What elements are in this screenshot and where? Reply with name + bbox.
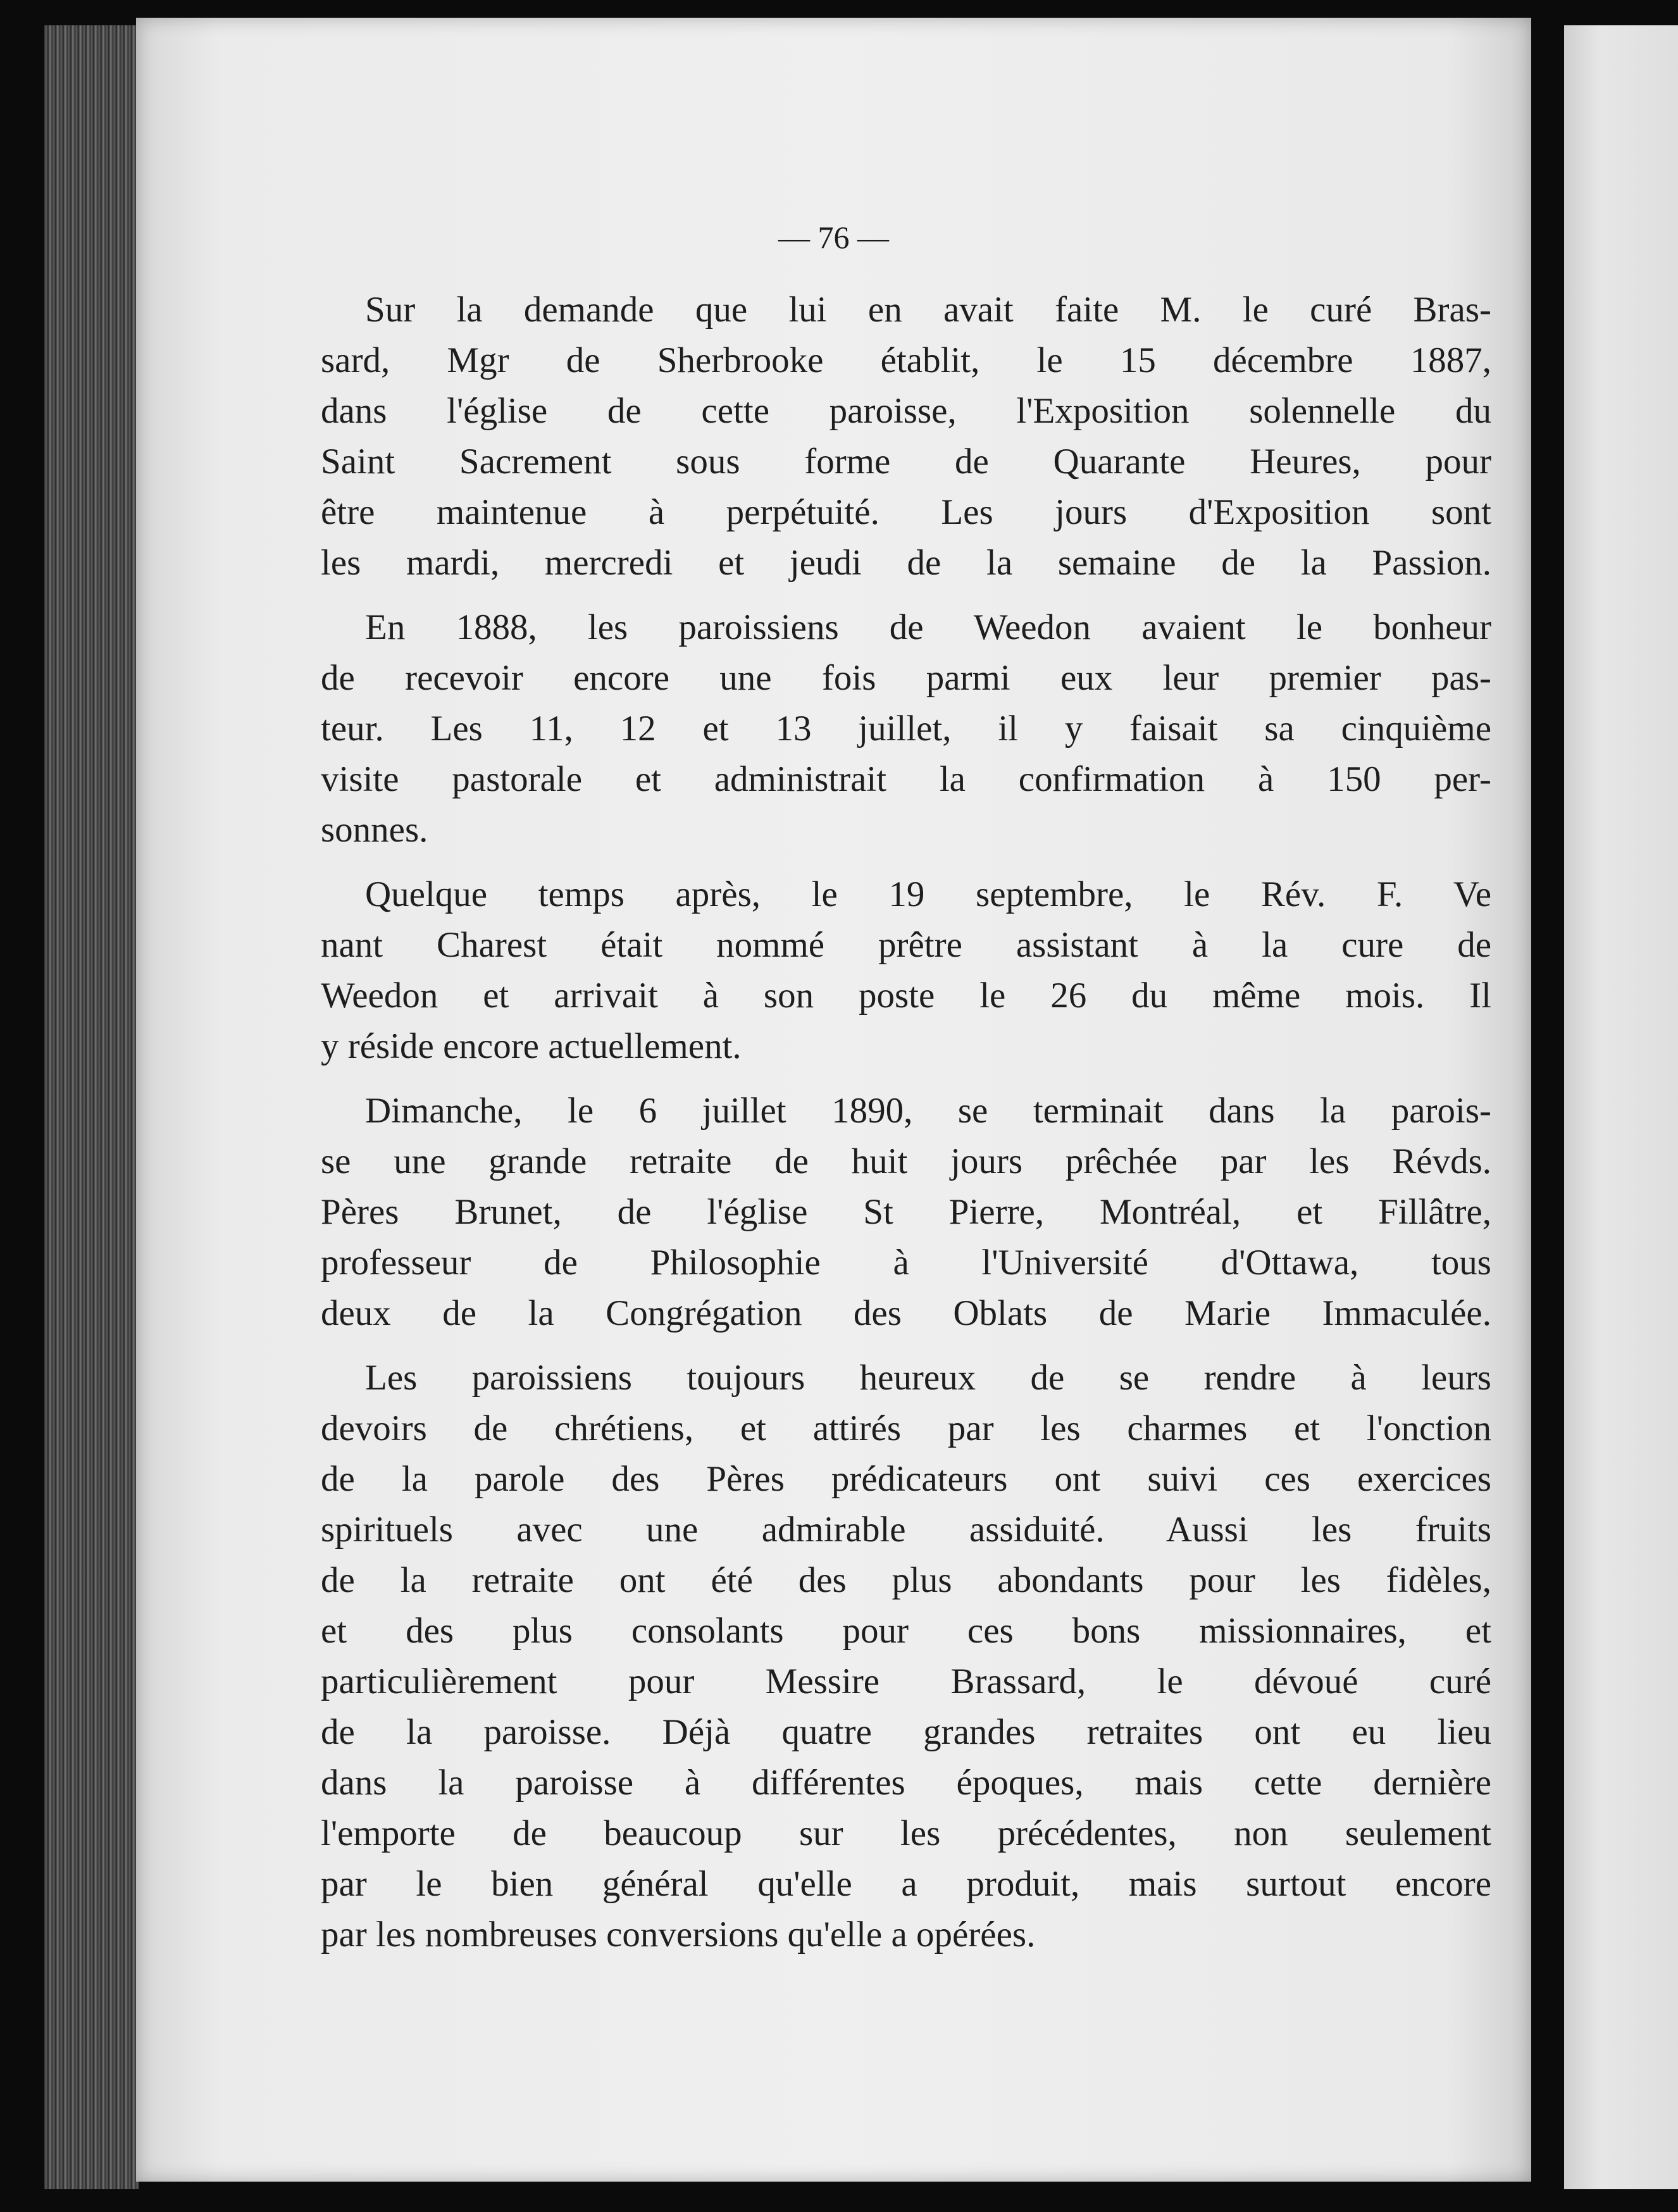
paragraph [321, 1086, 1491, 1339]
text-line: et des plus consolants pour ces bons missionnaires, et [321, 1611, 1491, 1651]
paragraph [321, 285, 1491, 588]
text-line: professeur de Philosophie à l'Université d'Ottawa, tous [321, 1243, 1491, 1283]
text-line: devoirs de chrétiens, et attirés par les charmes et l'onction [321, 1408, 1491, 1448]
text-line: Weedon et arrivait à son poste le 26 du même mois. Il [321, 976, 1491, 1016]
text-line: dans l'église de cette paroisse, l'Exposition solennelle du [321, 391, 1491, 431]
text-line: de la parole des Pères prédicateurs ont suivi ces exercices [321, 1459, 1491, 1499]
text-line: Saint Sacrement sous forme de Quarante Heures, pour [321, 442, 1491, 482]
text-line: par le bien général qu'elle a produit, mais surtout encore [321, 1864, 1491, 1904]
text-line: y réside encore actuellement. [321, 1026, 742, 1066]
text-line: Les paroissiens toujours heureux de se rendre à leurs [365, 1358, 1491, 1398]
text-line: Quelque temps après, le 19 septembre, le Rév. F. Ve [365, 874, 1491, 914]
paragraph [321, 1353, 1491, 1960]
text-line: Dimanche, le 6 juillet 1890, se terminait dans la parois- [365, 1091, 1491, 1131]
text-line: de la retraite ont été des plus abondants pour les fidèles, [321, 1560, 1491, 1600]
adjacent-page-edge [1564, 25, 1678, 2189]
body-text [321, 285, 1491, 1974]
page-number: — 76 — [778, 220, 889, 255]
text-line: teur. Les 11, 12 et 13 juillet, il y faisait sa cinquième [321, 709, 1491, 749]
text-line: sard, Mgr de Sherbrooke établit, le 15 décembre 1887, [321, 340, 1491, 380]
text-line: En 1888, les paroissiens de Weedon avaient le bonheur [365, 607, 1491, 647]
text-line: sonnes. [321, 810, 428, 850]
text-line: par les nombreuses conversions qu'elle a opérées. [321, 1915, 1036, 1954]
page-edge-stack [44, 25, 139, 2189]
text-line: Sur la demande que lui en avait faite M. le curé Bras- [365, 290, 1491, 330]
text-line: être maintenue à perpétuité. Les jours d'Exposition sont [321, 492, 1491, 532]
text-line: l'emporte de beaucoup sur les précédentes, non seulement [321, 1813, 1491, 1853]
paragraph [321, 602, 1491, 855]
text-line: nant Charest était nommé prêtre assistant à la cure de [321, 925, 1491, 965]
text-line: dans la paroisse à différentes époques, mais cette dernière [321, 1763, 1491, 1803]
text-line: particulièrement pour Messire Brassard, le dévoué curé [321, 1662, 1491, 1701]
text-line: deux de la Congrégation des Oblats de Marie Immaculée. [321, 1293, 1491, 1333]
text-line: de la paroisse. Déjà quatre grandes retraites ont eu lieu [321, 1712, 1491, 1752]
text-line: Pères Brunet, de l'église St Pierre, Montréal, et Fillâtre, [321, 1192, 1491, 1232]
text-line: se une grande retraite de huit jours prêchée par les Révds. [321, 1141, 1491, 1181]
text-line: spirituels avec une admirable assiduité. Aussi les fruits [321, 1510, 1491, 1550]
book-page [136, 18, 1531, 2182]
text-line: les mardi, mercredi et jeudi de la semaine de la Passion. [321, 543, 1491, 583]
paragraph [321, 869, 1491, 1072]
text-line: de recevoir encore une fois parmi eux leur premier pas- [321, 658, 1491, 698]
text-line: visite pastorale et administrait la confirmation à 150 per- [321, 759, 1491, 799]
